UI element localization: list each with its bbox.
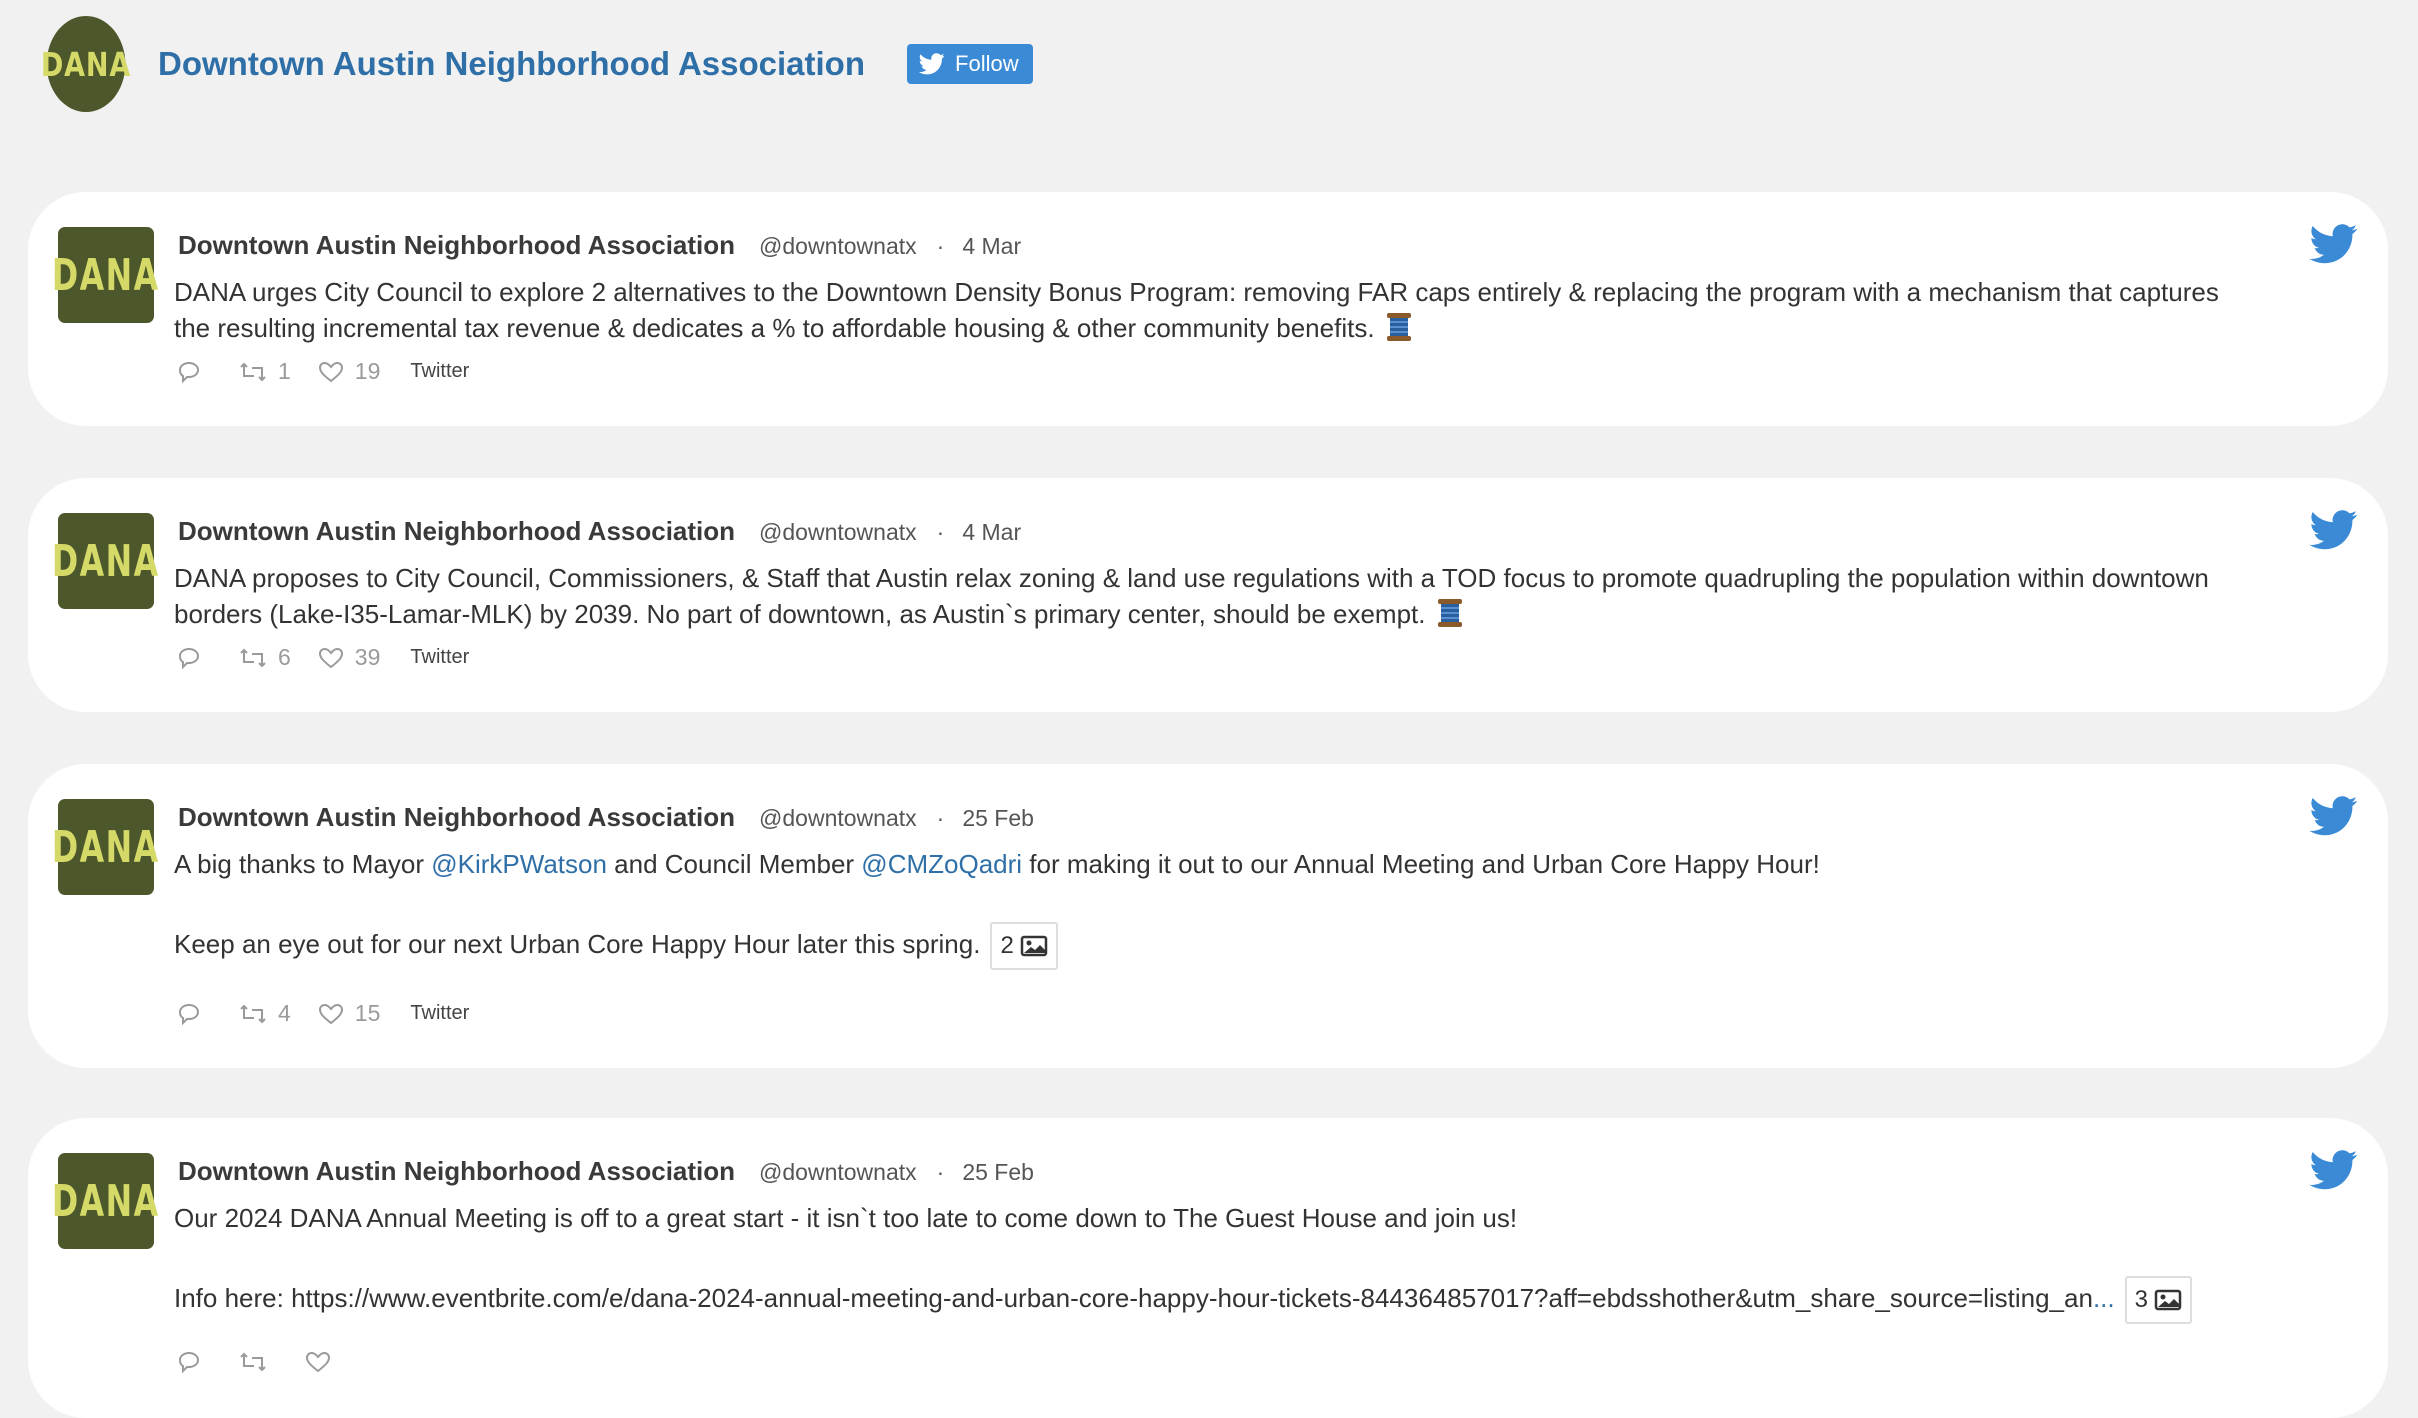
like-count: 39 — [354, 644, 381, 670]
image-icon — [2154, 1289, 2182, 1311]
heart-icon — [304, 1350, 332, 1374]
tweet-date[interactable]: 4 Mar — [962, 233, 1022, 259]
retweet-button[interactable] — [238, 1350, 278, 1374]
reply-icon — [176, 1002, 202, 1026]
tweet-text-segment: and Council Member — [606, 849, 862, 879]
mention-link[interactable]: @CMZoQadri — [861, 849, 1023, 879]
twitter-bird-icon[interactable] — [2310, 796, 2358, 836]
profile-avatar[interactable] — [38, 16, 134, 112]
retweet-count: 4 — [278, 1000, 291, 1026]
tweet-author[interactable]: Downtown Austin Neighborhood Association — [178, 516, 736, 546]
tweet-date[interactable]: 25 Feb — [962, 805, 1034, 831]
like-count: 19 — [354, 358, 381, 384]
tweet-avatar[interactable] — [52, 799, 160, 895]
tweet-actions — [176, 1000, 469, 1027]
feed-header — [38, 16, 1033, 112]
tweet-text — [174, 846, 2328, 970]
tweet-text-segment: A big thanks to Mayor — [174, 849, 432, 879]
like-button[interactable] — [317, 1000, 381, 1027]
follow-button[interactable] — [907, 44, 1033, 84]
tweet-date[interactable]: 25 Feb — [962, 1159, 1034, 1185]
twitter-bird-icon[interactable] — [2310, 510, 2358, 550]
tweet-text-segment: for making it out to our Annual Meeting and Urban Core Happy Hour! — [1022, 849, 1820, 879]
source-link[interactable]: Twitter — [410, 1002, 470, 1024]
twitter-bird-icon — [919, 53, 945, 75]
tweet-card — [28, 478, 2388, 712]
like-button[interactable] — [317, 358, 381, 385]
tweet-card — [28, 1118, 2388, 1418]
like-button[interactable] — [304, 1350, 342, 1374]
avatar-logo-text: DANA — [52, 249, 160, 301]
tweet-text-line: the resulting incremental tax revenue & dedicates a % to affordable housing & other community benefits. — [174, 313, 1375, 343]
heart-icon — [317, 360, 345, 384]
reply-icon — [176, 646, 202, 670]
reply-button[interactable] — [176, 1002, 212, 1026]
retweet-icon — [238, 1002, 268, 1026]
tweet-handle[interactable]: @downtownatx — [759, 805, 917, 831]
retweet-button[interactable] — [238, 644, 291, 671]
tweet-text — [174, 274, 2328, 346]
twitter-bird-icon[interactable] — [2310, 224, 2358, 264]
profile-avatar-logo: DANA — [47, 16, 126, 112]
separator: · — [936, 519, 945, 545]
retweet-button[interactable] — [238, 358, 291, 385]
link-ellipsis[interactable]: ... — [2092, 1282, 2115, 1313]
profile-name-link[interactable]: Downtown Austin Neighborhood Association — [158, 45, 866, 82]
tweet-actions — [176, 358, 469, 385]
tweet-text — [174, 560, 2328, 632]
retweet-count: 6 — [278, 644, 291, 670]
tweet-actions — [176, 1350, 368, 1374]
mention-link[interactable]: @KirkPWatson — [431, 849, 607, 879]
retweet-count: 1 — [278, 358, 291, 384]
twitter-bird-icon[interactable] — [2310, 1150, 2358, 1190]
thread-spool-icon — [1437, 598, 1463, 628]
like-button[interactable] — [317, 644, 381, 671]
tweet-text — [174, 1200, 2348, 1324]
tweet-author[interactable]: Downtown Austin Neighborhood Association — [178, 1156, 736, 1186]
tweet-handle[interactable]: @downtownatx — [759, 233, 917, 259]
tweet-card — [28, 764, 2388, 1068]
tweet-author[interactable]: Downtown Austin Neighborhood Association — [178, 230, 736, 260]
retweet-icon — [238, 646, 268, 670]
media-count-badge[interactable] — [2125, 1276, 2192, 1324]
avatar-logo-text: DANA — [52, 821, 160, 873]
heart-icon — [317, 646, 345, 670]
tweet-card — [28, 192, 2388, 426]
tweet-header — [178, 516, 1021, 547]
tweet-handle[interactable]: @downtownatx — [759, 1159, 917, 1185]
reply-icon — [176, 1350, 202, 1374]
retweet-icon — [238, 1350, 268, 1374]
media-count: 2 — [1000, 932, 1014, 959]
media-count: 3 — [2134, 1286, 2148, 1313]
tweet-avatar[interactable] — [52, 227, 160, 323]
tweet-header — [178, 230, 1021, 261]
tweet-text-line: Our 2024 DANA Annual Meeting is off to a great start - it isn`t too late to come down to The Guest House and join us! — [174, 1203, 1518, 1233]
separator: · — [936, 233, 945, 259]
avatar-logo-text: DANA — [52, 535, 160, 587]
tweet-link-text[interactable]: Info here: https://www.eventbrite.com/e/dana-2024-annual-meeting-and-urban-core-happy-hour-tickets-844364857017?aff=ebdsshother&utm_share_source=listing_an — [174, 1282, 2093, 1313]
image-icon — [1020, 935, 1048, 957]
media-count-badge[interactable] — [990, 922, 1057, 970]
tweet-date[interactable]: 4 Mar — [962, 519, 1022, 545]
reply-button[interactable] — [176, 646, 212, 670]
tweet-avatar[interactable] — [52, 513, 160, 609]
tweet-text-line: DANA urges City Council to explore 2 alternatives to the Downtown Density Bonus Program: removing FAR caps entirely & replacing the program with a mechanism that captures — [174, 277, 2219, 307]
tweet-header — [178, 802, 1034, 833]
tweet-author[interactable]: Downtown Austin Neighborhood Association — [178, 802, 736, 832]
reply-button[interactable] — [176, 360, 212, 384]
tweet-text-line: DANA proposes to City Council, Commissioners, & Staff that Austin relax zoning & land use regulations with a TOD focus to promote quadrupling the population within downtown — [174, 563, 2209, 593]
tweet-actions — [176, 644, 469, 671]
reply-icon — [176, 360, 202, 384]
reply-button[interactable] — [176, 1350, 212, 1374]
retweet-icon — [238, 360, 268, 384]
avatar-logo-text: DANA — [52, 1175, 160, 1227]
retweet-button[interactable] — [238, 1000, 291, 1027]
follow-button-label: Follow — [955, 51, 1019, 76]
source-link[interactable]: Twitter — [410, 360, 470, 382]
heart-icon — [317, 1002, 345, 1026]
source-link[interactable]: Twitter — [410, 646, 470, 668]
thread-spool-icon — [1386, 312, 1412, 342]
tweet-avatar[interactable] — [52, 1153, 160, 1249]
tweet-handle[interactable]: @downtownatx — [759, 519, 917, 545]
tweet-text-line: Keep an eye out for our next Urban Core Happy Hour later this spring. — [174, 928, 981, 959]
like-count: 15 — [354, 1000, 381, 1026]
tweet-header — [178, 1156, 1034, 1187]
separator: · — [936, 1159, 945, 1185]
tweet-text-line: borders (Lake-I35-Lamar-MLK) by 2039. No part of downtown, as Austin`s primary center, should be exempt. — [174, 599, 1426, 629]
separator: · — [936, 805, 945, 831]
